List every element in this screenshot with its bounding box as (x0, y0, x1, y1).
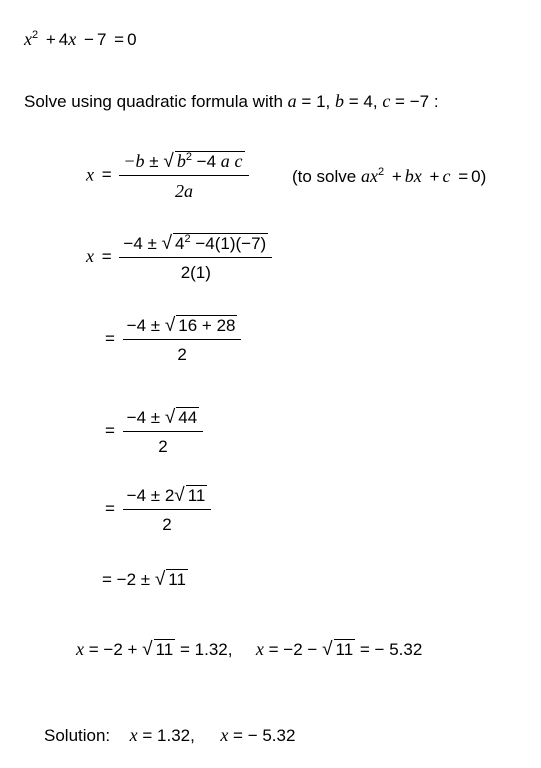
square-root (165, 408, 199, 427)
equals-sign: = (395, 92, 405, 111)
radicand: 11 (187, 486, 206, 505)
radicand: 11 (155, 640, 174, 659)
step-4-denominator: 2 (162, 515, 172, 534)
radical-icon: √ (322, 639, 333, 660)
var-x: x (76, 639, 84, 659)
step-1-fraction (119, 234, 272, 281)
radical-icon: √ (142, 639, 153, 660)
step-1 (86, 234, 272, 281)
plus-sign: + (45, 30, 56, 49)
step-2-numerator: −4 ± √ 16 + 28 (123, 316, 242, 340)
radical-icon: √ (164, 407, 176, 428)
step-4-fraction (123, 486, 212, 533)
quadratic-formula (86, 152, 486, 200)
solution-line (44, 726, 295, 744)
exponent: 2 (32, 29, 39, 41)
square-root (162, 234, 269, 253)
step-3 (102, 408, 203, 455)
square-root (174, 486, 207, 505)
var-x: x (86, 245, 94, 266)
square-root (155, 570, 188, 589)
step-5-lead: = −2 ± (102, 570, 151, 589)
equals-sign: = (114, 30, 125, 49)
formula-fraction (119, 152, 248, 200)
radical-icon: √ (174, 485, 185, 506)
radicand: 44 (178, 408, 198, 427)
var-x: x (129, 725, 138, 745)
square-root (165, 316, 238, 335)
radicand: $b^2 -4$ a c (176, 151, 243, 171)
var-x: x (255, 639, 264, 659)
var-b: b (334, 91, 344, 111)
square-root (142, 640, 175, 659)
radicand: 16 + 28 (178, 316, 236, 335)
var-x: x (24, 29, 32, 49)
intro-text: Solve using quadratic formula with (24, 92, 283, 111)
radical-icon: √ (163, 151, 174, 172)
step-2-denominator: 2 (177, 345, 187, 364)
plus-minus: ± (149, 152, 159, 171)
step-1-denominator: 2(1) (180, 263, 211, 282)
formula-denominator: 2a (174, 181, 193, 201)
equals-sign: = (105, 498, 115, 518)
radical-icon: √ (164, 315, 176, 336)
square-root (163, 152, 244, 171)
const-c: 7 (96, 30, 107, 49)
roots-line (76, 640, 422, 659)
root-2-expression: = −2 − (268, 640, 318, 659)
step-2-fraction (123, 316, 242, 363)
step-4-numerator: −4 ± 2√ 11 (123, 486, 212, 510)
root-1-value: = 1.32, (179, 640, 233, 659)
root-2-value: = − 5.32 (359, 640, 423, 659)
var-x: x (68, 29, 77, 49)
radical-icon: √ (154, 569, 166, 590)
step-2 (102, 316, 241, 363)
equals-sign: = (348, 92, 359, 111)
step-1-numerator: −4 ± √ $4^2 -4(1)(-7)$ (119, 234, 272, 258)
rhs: 0 (127, 30, 137, 49)
radicand: 11 (335, 640, 354, 659)
step-5 (102, 570, 188, 589)
step-3-denominator: 2 (158, 437, 168, 456)
step-3-fraction (123, 408, 204, 455)
radicand: 11 (168, 570, 186, 589)
radical-icon: √ (161, 233, 173, 254)
step-4 (102, 486, 211, 533)
coef-b: 4 (58, 30, 69, 49)
equation (24, 30, 137, 48)
solution-value-1: = 1.32, (142, 726, 195, 745)
radicand: $4^2 -4(1)(-7)$ (175, 233, 267, 253)
intro-line (24, 92, 439, 110)
solution-label: Solution: (44, 726, 111, 745)
b-value: 4, (363, 92, 378, 111)
equals-sign: = (105, 328, 115, 348)
var-x: x (86, 164, 94, 185)
a-value: 1, (316, 92, 331, 111)
formula-note: (to solve $ax^2$ + bx + c = 0) (292, 166, 487, 186)
var-c: c (382, 91, 391, 111)
var-a: a (287, 91, 297, 111)
minus-sign: − (84, 30, 94, 49)
equals-sign: = (301, 92, 312, 111)
root-1-expression: = −2 + (88, 640, 138, 659)
solution-value-2: = − 5.32 (233, 726, 296, 745)
step-3-numerator: −4 ± √ 44 (123, 408, 204, 432)
equals-sign: = (105, 420, 115, 440)
square-root (322, 640, 355, 659)
c-value: −7 : (409, 92, 439, 111)
equals-sign: = (101, 246, 112, 266)
var-x: x (220, 725, 229, 745)
formula-numerator (119, 152, 248, 176)
equals-sign: = (101, 165, 112, 185)
neg-b: −b (123, 151, 145, 171)
